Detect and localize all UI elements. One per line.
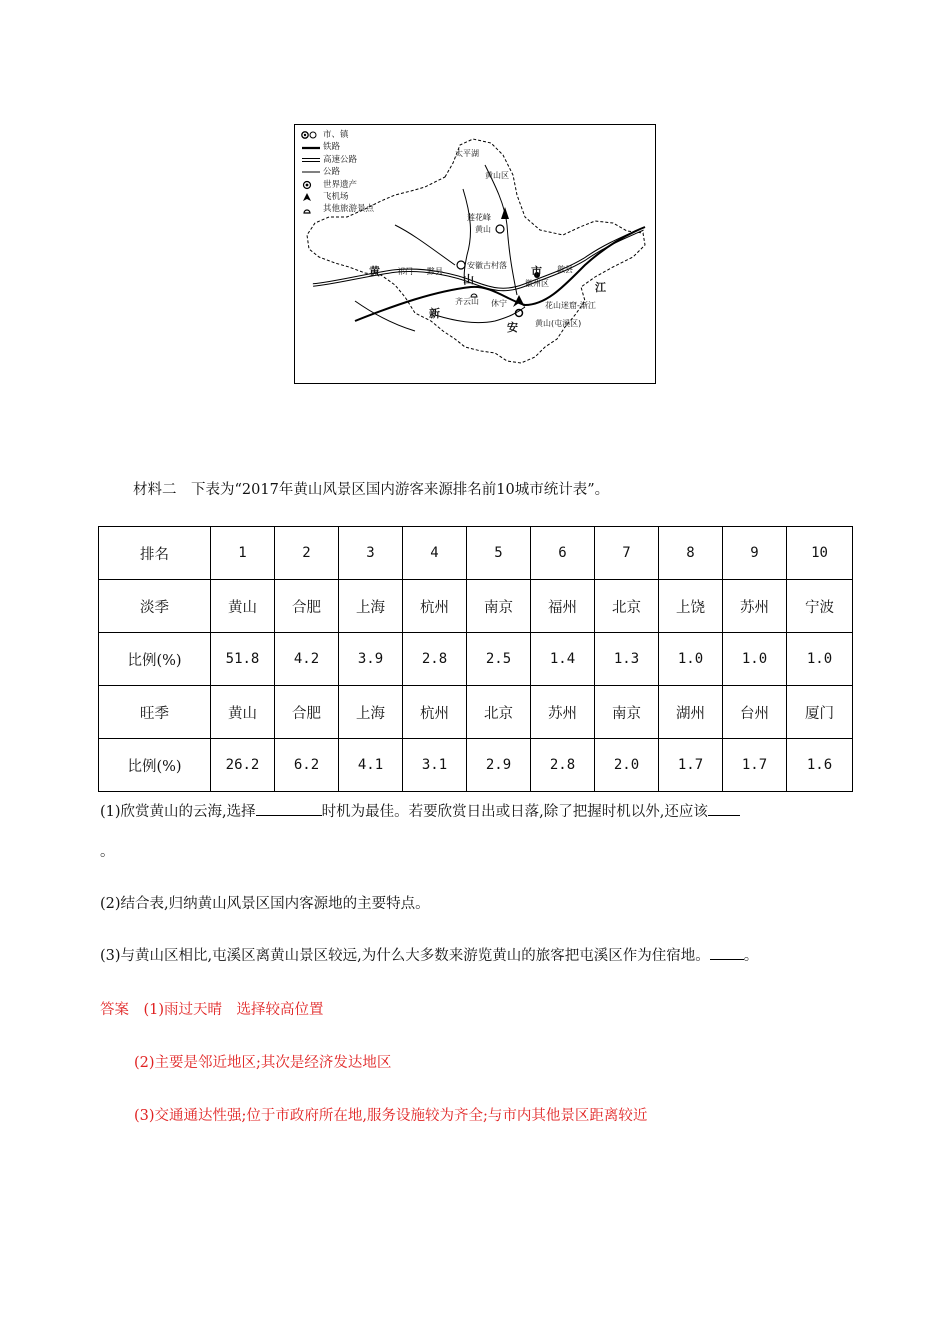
table-row (99, 686, 853, 739)
map-label-huashan: 花山迷窟-渐江 (545, 301, 596, 310)
table-cell: 2.8 (403, 633, 467, 686)
table-cell: 9 (723, 527, 787, 580)
legend-item (301, 179, 374, 191)
answer-1: 答案 (1)雨过天晴 选择较高位置 (100, 1002, 324, 1018)
legend-item (301, 191, 374, 203)
legend-item (301, 203, 374, 215)
answer-2: (2)主要是邻近地区;其次是经济发达地区 (134, 1055, 392, 1071)
table-cell: 合肥 (275, 580, 339, 633)
map-label-jiang: 江 (595, 281, 606, 294)
world-heritage-symbol (457, 261, 465, 269)
table-cell: 7 (595, 527, 659, 580)
table-cell: 1.6 (787, 739, 853, 792)
legend-label: 铁路 (323, 142, 341, 153)
table-row (99, 633, 853, 686)
table-cell: 南京 (467, 580, 531, 633)
question-3-text: (3)与黄山区相比,屯溪区离黄山景区较远,为什么大多数来游览黄山的旅客把屯溪区作为住宿地。 (100, 948, 710, 964)
table-cell: 51.8 (211, 633, 275, 686)
airport-icon (301, 192, 321, 202)
table-cell: 4.2 (275, 633, 339, 686)
expressway-line-icon (301, 155, 321, 165)
row-header: 旺季 (99, 686, 211, 739)
table-cell: 苏州 (531, 686, 595, 739)
map-label-qimen: 祁门 (397, 267, 413, 276)
table-cell: 上海 (339, 686, 403, 739)
road-line-icon (301, 167, 321, 177)
question-1 (100, 800, 740, 821)
tourist-source-table (98, 526, 853, 792)
table-cell: 10 (787, 527, 853, 580)
map-label-yixian: 黟县 (427, 267, 443, 276)
map-label-huang: 黄 (369, 265, 380, 278)
table-cell: 1 (211, 527, 275, 580)
answer-3: (3)交通通达性强;位于市政府所在地,服务设施较为齐全;与市内其他景区距离较近 (134, 1108, 648, 1124)
legend-item (301, 154, 374, 166)
map-label-xiuning: 休宁 (491, 299, 507, 308)
legend-item (301, 141, 374, 153)
table-cell: 1.4 (531, 633, 595, 686)
map-label-huangshan-district: 黄山区 (485, 171, 509, 180)
legend-label: 世界遗产 (323, 179, 358, 190)
map-label-shexian: 歙县 (557, 265, 573, 274)
map-label-shan: 山 (463, 273, 474, 286)
table-cell: 4.1 (339, 739, 403, 792)
table-cell: 厦门 (787, 686, 853, 739)
table-cell: 黄山 (211, 686, 275, 739)
table-cell: 3.9 (339, 633, 403, 686)
answer-blank[interactable] (708, 803, 740, 816)
row-header: 排名 (99, 527, 211, 580)
answer-blank[interactable] (256, 803, 322, 816)
table-cell: 湖州 (659, 686, 723, 739)
legend-label: 高速公路 (323, 154, 358, 165)
table-cell: 1.0 (659, 633, 723, 686)
table-cell: 2.0 (595, 739, 659, 792)
table-cell: 4 (403, 527, 467, 580)
huangshan-map (294, 124, 656, 384)
map-label-tunxi: 黄山(屯溪区) (535, 319, 582, 328)
legend-label: 飞机场 (323, 192, 349, 203)
world-heritage-symbol (496, 225, 504, 233)
table-cell: 苏州 (723, 580, 787, 633)
xinan-river (313, 229, 643, 289)
table-cell: 南京 (595, 686, 659, 739)
road-loop (355, 301, 415, 331)
question-1-text-b: 时机为最佳。若要欣赏日出或日落,除了把握时机以外,还应该 (321, 804, 708, 820)
table-cell: 26.2 (211, 739, 275, 792)
table-cell: 福州 (531, 580, 595, 633)
table-cell: 杭州 (403, 580, 467, 633)
map-label-lianhua-peak: 莲花峰 (467, 213, 491, 222)
world-heritage-icon (301, 180, 321, 190)
legend-item (301, 129, 374, 141)
question-3 (100, 944, 758, 965)
map-label-shi: 市 (531, 265, 542, 278)
table-cell: 1.7 (659, 739, 723, 792)
table-row (99, 527, 853, 580)
question-2: (2)结合表,归纳黄山风景区国内客源地的主要特点。 (100, 896, 430, 912)
xinan-river-inner (313, 229, 643, 289)
table-cell: 1.7 (723, 739, 787, 792)
map-label-qiyun: 齐云山 (455, 297, 479, 306)
answer-blank[interactable] (710, 947, 744, 960)
table-cell: 北京 (595, 580, 659, 633)
table-cell: 1.0 (787, 633, 853, 686)
table-cell: 2.5 (467, 633, 531, 686)
map-label-an: 安 (507, 321, 518, 334)
road-north (463, 189, 470, 285)
road-west (395, 225, 455, 265)
legend-label: 公路 (323, 167, 341, 178)
map-label-huangshan-mt: 黄山 (475, 225, 491, 234)
material-two-caption: 材料二 下表为“2017年黄山风景区国内游客来源排名前10城市统计表”。 (133, 482, 610, 498)
town-icon (301, 130, 321, 140)
table-row (99, 580, 853, 633)
legend-label: 其他旅游景点 (323, 204, 375, 215)
question-1-text-a: (1)欣赏黄山的云海,选择 (100, 804, 256, 820)
map-label-xin: 新 (429, 307, 440, 320)
table-cell: 2.9 (467, 739, 531, 792)
row-header: 比例(%) (99, 739, 211, 792)
table-cell: 8 (659, 527, 723, 580)
legend-label: 市、镇 (323, 130, 349, 140)
table-cell: 5 (467, 527, 531, 580)
peak-symbol (501, 207, 509, 219)
table-cell: 合肥 (275, 686, 339, 739)
table-cell: 宁波 (787, 580, 853, 633)
legend-item (301, 166, 374, 178)
table-cell: 黄山 (211, 580, 275, 633)
table-cell: 3.1 (403, 739, 467, 792)
table-cell: 1.3 (595, 633, 659, 686)
row-header: 比例(%) (99, 633, 211, 686)
row-header: 淡季 (99, 580, 211, 633)
question-3-end: 。 (743, 948, 759, 964)
table-cell: 台州 (723, 686, 787, 739)
table-cell: 杭州 (403, 686, 467, 739)
table-cell: 6 (531, 527, 595, 580)
map-label-taiping-lake: 太平湖 (455, 149, 479, 158)
question-1-end: 。 (100, 844, 115, 860)
railway-line-icon (301, 143, 321, 153)
table-cell: 北京 (467, 686, 531, 739)
scenic-spot-icon (301, 205, 321, 215)
map-label-ancient-village: 安徽古村落 (467, 261, 507, 270)
table-cell: 3 (339, 527, 403, 580)
table-cell: 2 (275, 527, 339, 580)
table-cell: 上饶 (659, 580, 723, 633)
table-row (99, 739, 853, 792)
table-cell: 2.8 (531, 739, 595, 792)
map-legend (301, 129, 374, 216)
table-cell: 6.2 (275, 739, 339, 792)
table-cell: 上海 (339, 580, 403, 633)
table-cell: 1.0 (723, 633, 787, 686)
map-label-huizhou: 徽州区 (525, 279, 549, 288)
